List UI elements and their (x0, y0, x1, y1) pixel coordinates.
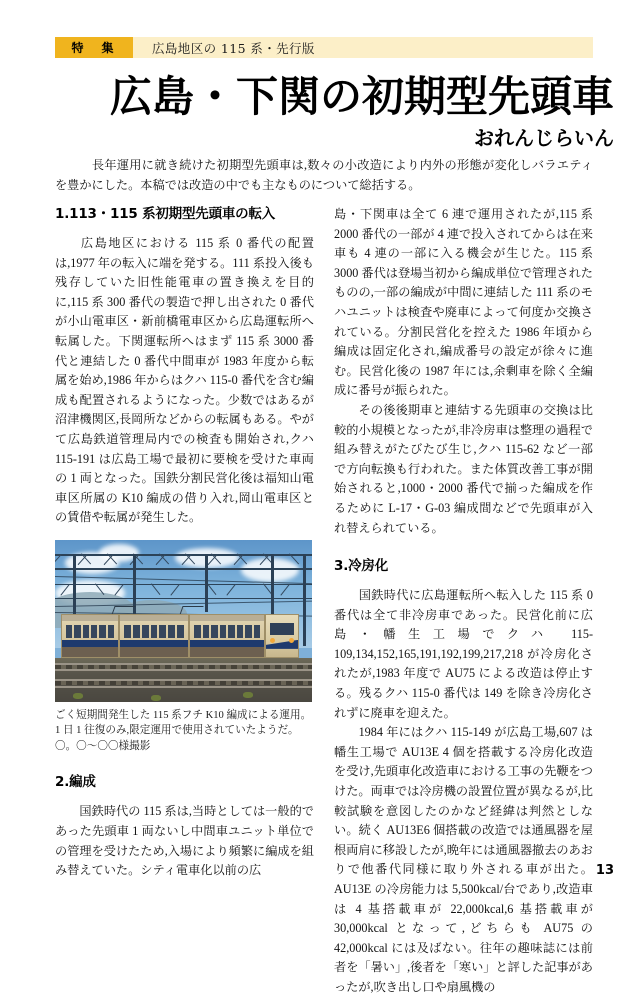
train-photo-figure (55, 540, 312, 755)
car-roof (120, 615, 188, 621)
headlight-icon (289, 638, 294, 643)
page-subtitle: おれんじらいん (474, 126, 614, 150)
page-title: 広島・下関の初期型先頭車 (109, 72, 614, 121)
cab-windshield (270, 623, 294, 635)
catenary-pole (271, 554, 274, 616)
paragraph-formation-1: 国鉄時代の 115 系は,当時としては一般的であった先頭車 1 両ないし中間車ユニット単位での管理を受けたため,入場により頻繁に編成を組み替えていた。シティ電車化以前の広 (55, 804, 314, 878)
page-number: 13 (595, 863, 614, 878)
train-cab-front (265, 614, 299, 658)
paragraph-cooling-2: 1984 年にはクハ 115-149 が広島工場,607 は幡生工場で AU13E 4 個を搭載する冷房化改造を受け,先頭車化改造車における工事の先鞭をつけた。両車では冷房機の設置位置が異なるが,比較試験を意図したのかなど経緯は判然としない。続く AU13E6 個搭載の改造では通風器を屋根両肩に移設したが,晩年には通風器撤去のあおりで他番代同様に取り外される車が出た。AU13E の冷房能力は 5,500kcal/台であり,改造車は 4 基搭載車が 22,000kcal,6 基搭載車が 30,000kcal となって,どちらも AU75 の 42,000kcal には及ばない。往年の趣味誌には前者を「暑い」,後者を「寒い」と評した記事があったが,吹き出し口や扇風機の (334, 725, 593, 994)
train-car (119, 614, 189, 658)
section-heading-formation: 2.編成 (55, 774, 96, 791)
car-windows (194, 625, 260, 638)
rail-line (55, 686, 312, 688)
lead-paragraph: 長年運用に就き続けた初期型先頭車は,数々の小改造により内外の形態が変化しバラエティを豊かにした。本稿では改造の中でも主なものについて総括する。 (55, 158, 593, 192)
grass-tuft (243, 692, 253, 698)
catenary-pole (73, 554, 76, 618)
grass-tuft (73, 693, 83, 699)
catenary-pole (205, 554, 208, 612)
car-windows (124, 625, 184, 638)
series-title: 広島地区の 115 系・先行版 (152, 40, 315, 56)
column-left (55, 205, 314, 881)
train-car (61, 614, 119, 658)
catenary-pole (133, 554, 136, 614)
paragraph-cooling-1: 国鉄時代に広島運転所へ転入した 115 系 0 番代は全て非冷房車であった。民営化前に広島・幡生工場でクハ 115-109,134,152,165,191,192,199,217,218 が冷房化されたが,1983 年度で AU75 による改造は停止する。残るクハ 115-0 番代は 149 を除き冷房化されずに廃車を迎えた。 (334, 588, 593, 720)
paragraph-transfer-1: 広島地区における 115 系 0 番代の配置は,1977 年の転入に端を発する。111 系投入後も残存していた旧性能電車の置き換えを目的に,115 系 300 番代の製造で押し出された 0 番代が小山電車区・新前橋電車区から広島運転所へ転属した。下関運転所へはまず 115 系 3000 番代と連結した 0 番代中間車が 1983 年度から転属を始め,1986 年からはクハ 115-0 番代を含む編成も配置されるようになった。少数ではあるが沼津機関区,長岡所などからの転属もある。やがて広島鉄道管理局内での検査も開始され,クハ 115-191 は広島工場で最初に要検を受けた車両の 1 両となった。国鉄分割民営化後は福知山電車区所属の K10 編成の借り入れ,岡山電車区との賃借や転属が発生した。 (55, 236, 314, 525)
headlight-icon (270, 638, 275, 643)
train-photo (55, 540, 312, 702)
paragraph-formation-2-continued: 島・下関車は全て 6 連で運用されたが,115 系 2000 番代の一部が 4 連で投入されてからは在来車も 4 連の一部に入る機会が生じた。115 系 3000 番代は登場当初から編成単位で管理されたものの,一部の編成が中間に連結した 111 系のモハユニットは検査や廃車によって何度か交換されている。分割民営化を控えた 1986 年頃から編成は固定化され,編成番号の設定が徐々に進む。民営化後の 1987 年には,余剰車を除く全編成に番号が振られた。 (334, 207, 593, 398)
train-car (189, 614, 265, 658)
car-blue-stripe (190, 640, 264, 647)
section-heading-transfer: 1.113・115 系初期型先頭車の転入 (55, 206, 276, 222)
rail-line (55, 669, 312, 671)
car-blue-stripe (120, 640, 188, 647)
car-roof (62, 615, 118, 621)
feature-header-band (55, 37, 593, 58)
rail-line (55, 663, 312, 665)
column-right (334, 205, 593, 998)
rail-line (55, 679, 312, 681)
train-consist (61, 614, 299, 662)
car-underframe (62, 647, 118, 657)
car-underframe (120, 647, 188, 657)
car-roof (190, 615, 264, 621)
car-underframe (190, 647, 264, 657)
catenary-pole (303, 554, 306, 646)
car-blue-stripe (62, 640, 118, 647)
feature-badge: 特 集 (55, 37, 133, 58)
paragraph-formation-3: その後後期車と連結する先頭車の交換は比較的小規模となったが,非冷房車は整理の過程で組み替えがたびたび生じ,クハ 115-62 など一部で方向転換も行われた。また体質改善工事が開始されると,1000・2000 番代で揃った編成を作るために L-17・G-03 編成間などで先頭車が入れ替えられている。 (334, 402, 593, 535)
grass-tuft (151, 695, 161, 701)
photo-caption: ごく短期間発生した 115 系フチ K10 編成による運用。1 日 1 往復のみ,限定運用で使用されていたようだ。〇。〇〜〇〇様撮影 (55, 709, 312, 752)
ballast-ground (55, 658, 312, 702)
section-heading-cooling: 3.冷房化 (334, 558, 389, 575)
car-windows (66, 625, 114, 638)
